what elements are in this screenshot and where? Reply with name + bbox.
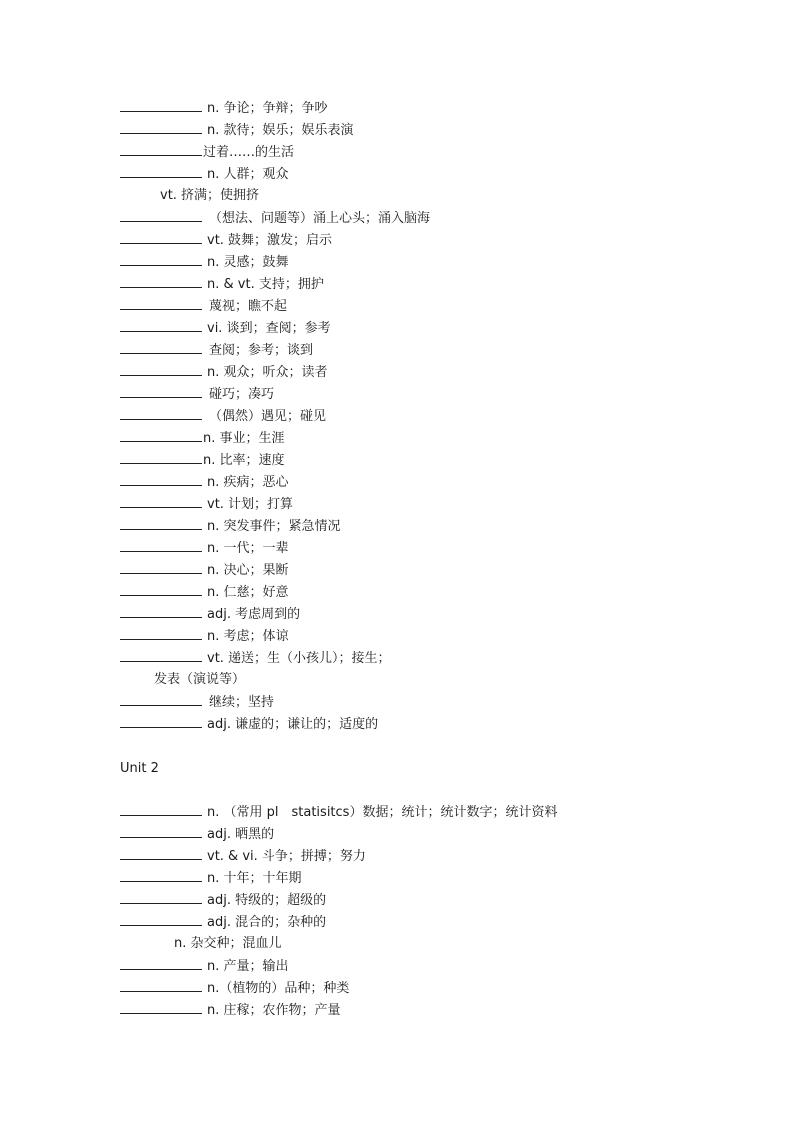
vocab-line: [120, 626, 289, 646]
vocab-definition: 碰巧；凑巧: [209, 387, 275, 402]
answer-blank[interactable]: [120, 362, 202, 376]
vocab-definition: vt. 递送；生（小孩儿）；接生；: [207, 651, 391, 666]
answer-blank[interactable]: [120, 274, 202, 288]
answer-blank[interactable]: [120, 164, 202, 178]
answer-blank[interactable]: [120, 1000, 202, 1014]
vocab-continuation: [154, 670, 245, 690]
answer-blank[interactable]: [120, 714, 202, 728]
answer-blank[interactable]: [120, 450, 202, 464]
vocab-definition: n. 疾病；恶心: [207, 475, 289, 490]
answer-blank[interactable]: [120, 296, 202, 310]
vocab-line: [120, 252, 289, 272]
vocab-line: [120, 824, 274, 844]
answer-blank[interactable]: [120, 142, 202, 156]
answer-blank[interactable]: [120, 890, 202, 904]
vocab-definition: n. 十年；十年期: [207, 871, 302, 886]
vocab-line: [120, 714, 378, 734]
answer-blank[interactable]: [120, 252, 202, 266]
answer-blank[interactable]: [120, 868, 202, 882]
vocab-definition: n. 款待；娱乐；娱乐表演: [207, 123, 354, 138]
vocab-definition: adj. 混合的；杂种的: [207, 915, 327, 930]
vocab-definition: vt. 计划；打算: [207, 497, 294, 512]
unit-heading: Unit 2: [120, 761, 159, 776]
answer-blank[interactable]: [120, 692, 202, 706]
vocab-definition: 发表（演说等）: [154, 672, 246, 687]
vocab-definition: n. 人群；观众: [207, 167, 289, 182]
vocab-definition: n. 仁慈；好意: [207, 585, 289, 600]
vocab-definition: vt. 鼓舞；激发；启示: [207, 233, 333, 248]
vocab-line: [120, 978, 349, 998]
vocab-line: [120, 472, 289, 492]
answer-blank[interactable]: [120, 384, 202, 398]
vocab-line: [120, 692, 274, 712]
vocab-line: [120, 142, 294, 162]
vocab-definition: n. 突发事件；紧急情况: [207, 519, 341, 534]
vocab-definition: n.（植物的）品种；种类: [207, 981, 350, 996]
vocab-line: [120, 494, 293, 514]
vocab-definition: （想法、问题等）涌上心头；涌入脑海: [209, 211, 431, 226]
vocab-line: [120, 274, 324, 294]
vocab-definition: n. & vt. 支持；拥护: [207, 277, 324, 292]
answer-blank[interactable]: [120, 582, 202, 596]
vocab-definition: n. 事业；生涯: [203, 431, 285, 446]
answer-blank[interactable]: [120, 472, 202, 486]
vocab-definition: n. 一代；一辈: [207, 541, 289, 556]
answer-blank[interactable]: [120, 604, 202, 618]
answer-blank[interactable]: [120, 494, 202, 508]
vocab-line: [120, 516, 341, 536]
vocab-line: [120, 868, 302, 888]
vocab-line: [120, 164, 289, 184]
answer-blank[interactable]: [120, 318, 202, 332]
vocab-line: [120, 450, 285, 470]
answer-blank[interactable]: [120, 428, 202, 442]
vocab-definition: adj. 考虑周到的: [207, 607, 301, 622]
vocab-line: [120, 604, 300, 624]
vocab-line: [120, 802, 557, 822]
vocab-line: [120, 1000, 341, 1020]
answer-blank[interactable]: [120, 538, 202, 552]
vocab-line: [120, 406, 326, 426]
answer-blank[interactable]: [120, 230, 202, 244]
answer-blank[interactable]: [120, 516, 202, 530]
vocab-definition: （偶然）遇见；碰见: [209, 409, 327, 424]
vocab-definition: n. （常用 pl statisitcs）数据；统计；统计数字；统计资料: [207, 805, 558, 820]
answer-blank[interactable]: [120, 846, 202, 860]
answer-blank[interactable]: [120, 978, 202, 992]
vocab-definition: 继续；坚持: [209, 695, 275, 710]
vocab-line: [120, 648, 391, 668]
vocab-definition: vi. 谈到；查阅；参考: [207, 321, 331, 336]
answer-blank[interactable]: [120, 208, 202, 222]
answer-blank[interactable]: [120, 340, 202, 354]
vocab-definition: n. 杂交种；混血儿: [174, 936, 282, 951]
answer-blank[interactable]: [120, 120, 202, 134]
vocab-line: [120, 296, 287, 316]
vocab-definition: 过着……的生活: [203, 145, 295, 160]
vocab-definition: adj. 特级的；超级的: [207, 893, 327, 908]
vocab-definition: n. 决心；果断: [207, 563, 289, 578]
vocab-definition: n. 争论；争辩；争吵: [207, 101, 328, 116]
vocab-definition: n. 观众；听众；读者: [207, 365, 328, 380]
vocab-line: [120, 428, 285, 448]
vocab-line: [120, 912, 326, 932]
vocab-definition: n. 比率；速度: [203, 453, 285, 468]
answer-blank[interactable]: [120, 626, 202, 640]
answer-blank[interactable]: [120, 98, 202, 112]
vocab-line: [120, 582, 289, 602]
vocab-definition: n. 庄稼；农作物；产量: [207, 1003, 341, 1018]
vocab-line: [120, 98, 328, 118]
vocab-line: [120, 362, 328, 382]
answer-blank[interactable]: [120, 560, 202, 574]
vocab-definition: adj. 晒黑的: [207, 827, 275, 842]
vocab-line: [120, 890, 326, 910]
vocab-line: [120, 956, 289, 976]
answer-blank[interactable]: [120, 912, 202, 926]
answer-blank[interactable]: [120, 824, 202, 838]
vocab-definition: n. 灵感；鼓舞: [207, 255, 289, 270]
vocab-definition: adj. 谦虚的；谦让的；适度的: [207, 717, 379, 732]
vocab-line: [120, 846, 366, 866]
vocab-line: [120, 384, 274, 404]
vocab-line: [120, 230, 332, 250]
vocab-definition: 查阅；参考；谈到: [209, 343, 314, 358]
vocab-line: [120, 538, 289, 558]
vocab-line: [120, 120, 354, 140]
answer-blank[interactable]: [120, 956, 202, 970]
answer-blank[interactable]: [120, 802, 202, 816]
vocab-line: [120, 208, 430, 228]
vocab-line: [120, 318, 331, 338]
answer-blank[interactable]: [120, 406, 202, 420]
answer-blank[interactable]: [120, 648, 202, 662]
vocab-definition: vt. 挤满；使拥挤: [160, 188, 260, 203]
vocab-line: [120, 560, 289, 580]
vocab-line: [120, 340, 313, 360]
vocab-definition: n. 产量；输出: [207, 959, 289, 974]
vocab-definition: n. 考虑；体谅: [207, 629, 289, 644]
vocab-definition: vt. & vi. 斗争；拼搏；努力: [207, 849, 366, 864]
vocab-continuation: [174, 934, 282, 954]
vocab-definition: 蔑视；瞧不起: [209, 299, 288, 314]
vocab-continuation: [160, 186, 259, 206]
